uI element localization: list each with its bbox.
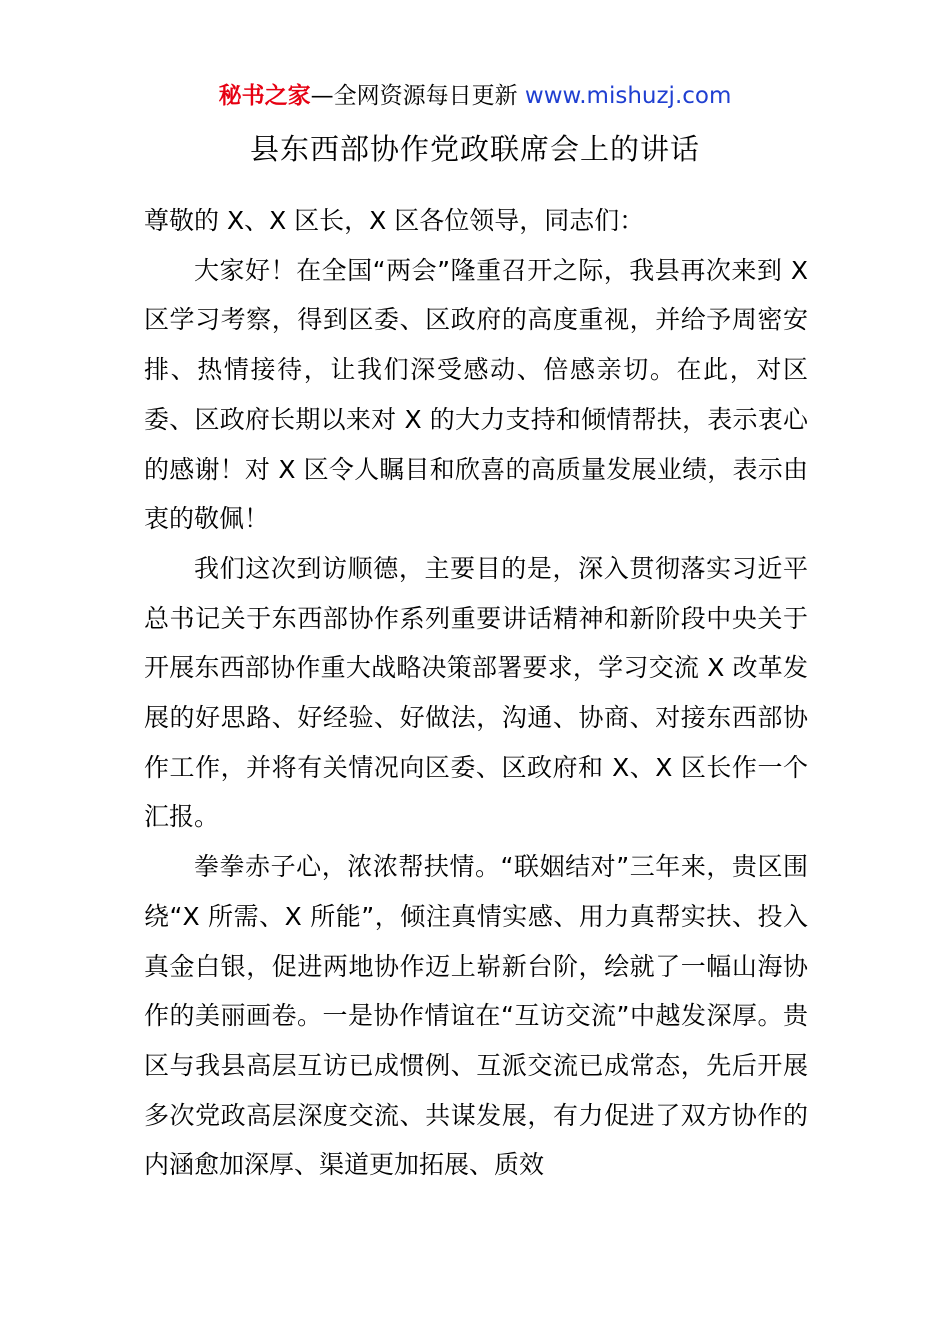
site-brand: 秘书之家 <box>218 83 311 109</box>
site-url-link[interactable]: www.mishuzj.com <box>524 83 732 109</box>
paragraph-cooperation-review: 拳拳赤子心，浓浓帮扶情。“联姻结对”三年来，贵区围绕“X 所需、X 所能”，倾注真情实感、用力真帮实扶、投入真金白银，促进两地协作迈上崭新台阶，绘就了一幅山海协作的美丽画卷。一是协作情谊在“互访交流”中越发深厚。贵区与我县高层互访已成惯例、互派交流已成常态，先后开展多次党政高层深度交流、共谋发展，有力促进了双方协作的内涵愈加深厚、渠道更加拓展、质效 <box>144 852 808 1180</box>
paragraph-greeting: 大家好！在全国“两会”隆重召开之际，我县再次来到 X 区学习考察，得到区委、区政府的高度重视，并给予周密安排、热情接待，让我们深受感动、倍感亲切。在此，对区委、区政府长期以来对 X 的大力支持和倾情帮扶，表示衷心的感谢！对 X 区令人瞩目和欣喜的高质量发展业绩，表示由衷的敬佩！ <box>144 255 808 534</box>
site-tagline: —全网资源每日更新 <box>310 83 525 109</box>
paragraph-visit-purpose: 我们这次到访顺德，主要目的是，深入贯彻落实习近平总书记关于东西部协作系列重要讲话精神和新阶段中央关于开展东西部协作重大战略决策部署要求，学习交流 X 改革发展的好思路、好经验、好做法，沟通、协商、对接东西部协作工作，并将有关情况向区委、区政府和 X、X 区长作一个汇报。 <box>144 553 808 832</box>
site-header <box>0 80 950 112</box>
document-title: 县东西部协作党政联席会上的讲话 <box>249 132 700 166</box>
document-body <box>144 196 808 1190</box>
salutation: 尊敬的 X、X 区长，X 区各位领导，同志们： <box>144 206 645 235</box>
